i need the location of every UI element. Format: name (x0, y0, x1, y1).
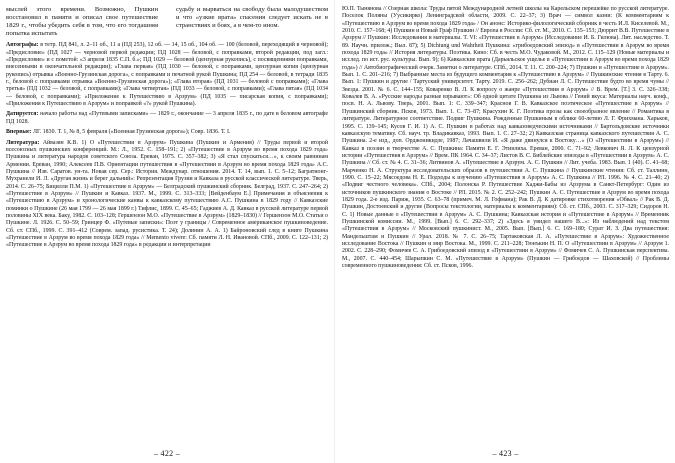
left-page (6, 6, 328, 458)
first-published-entry (6, 129, 328, 136)
autographs-term: Автографы: (6, 42, 39, 49)
page-number-left: – 422 – (153, 449, 181, 458)
dated-term: Датируется: (6, 111, 39, 118)
dated-text: начало работы над «Путевыми записками» — 1829 г., окончание — 3 апреля 1835 г., по дате в беловом автографе ПД 1028. (6, 111, 328, 125)
dated-entry (6, 111, 328, 126)
first-published-text: ЛГ. 1830. Т. 1, № 8, 5 февраля («Военная Грузинская дорога»); Совр. 1836. Т. I. (31, 129, 231, 136)
right-page (342, 6, 669, 458)
page-number-right: – 423 – (492, 449, 519, 458)
autographs-text: в тетр. ПД 841, л. 2–11 об., 11 а (ПД 253), 12 об. — 14, 15 об., 104 об. — 100 (беловой, переходящий в черновой); «Предисловие» (ПД 1027 — черновой первой редакции; ПД 1028 — беловой, с поправками, второй редакции, под загл.: «Предисловие» и с пометой: «3 апреля 1835 С.П. б.»; ПД 1029 — беловой (цензурная рукопись), с посвящениями поправками, внесенными в окончательной редакции); «Глава первая» (ПД 1030 — беловой, с поправками, цензурная копия (цензурная рукопись) отрывка «Военно-Грузинская дорога», с поправками и печатной рукой Пушкина; ПД 254 — беловой, в тетради 1835 г., беловой с поправками отрывка «Военно-Грузинская дорога»); «Глава вторая» (ПД 1031 — беловой с поправками); «Глава третья» (ПД 1032 — беловой, с поправками); «Глава четвертая» (ПД 1033 — беловой, с поправками); «Глава пятая» (ПД 1034 — беловой, с поправками); «Приложение к Путешествию в Арзрум» (ПД 1035 — писарская копия, с поправками); «Приложения к Путешествию в Арзрум» и поправкой «?» рукой Пушкина). (6, 42, 328, 108)
first-published-term: Впервые: (6, 129, 32, 136)
autographs-entry (6, 42, 328, 108)
top-column-left: мыслей этого времени. Возможно, Пушкин восстановил в памяти и описал свое путешествие 1829 г., чтобы убедить себя в том, что его тогдашняя попытка испытать (6, 6, 158, 38)
literature-entry (6, 140, 328, 250)
literature-term: Литература: (6, 139, 40, 146)
gutter (334, 0, 335, 463)
literature-text: Айвазян К.В. 1) О «Путешествии в Арзрум» Пушкина (Пушкин и Армения) // Труды первой и второй всесоюзных пушкинских конференций. М.: Л., 1952. С. 158–191; 2) «Путешествие в Арзрум во время похода 1829 года» Пушкина и литература народов советского Союза. Ереван, 1975. С. 357–382; 3) «Я стал спускаться…», к своим равнинам Армении. Ереван, 1990; Алексеев П.В. Ориентации путешествия в «Путешествии в Арзрум во время похода 1829 года» А.С. Пушкина // Изв. Саратов. ун-та. Новая сер. Сер.: История. Междунар. отношения. 2014. Т. 14, вып. 1. С. 5–12; Багратионг-Мухранели И. Л. «Другая жизнь и берег дальний»: Репрезентация Грузии и Кавказа в русской классической литературе. Тверь, 2014. С. 26–75; Бицилли П.М. 1) «Путешествие в Арзрум» — Белградский пушкинский сборник. Белград, 1937. С. 247–264; 2) «Путешествие в Арзрум» // Пушкин и Кавказ. 1937. М., 1999. С. 313–333; [Вейденбаум Е.] Примечания и объяснения к «Путешествию в Арзрум» и хронологические канвы к кавказскому путешествию А.С. Пушкина в 1829 году // Кавказские поминки о Пушкине (26 мая 1799 — 26 мая 1899 г.) Тифлис, 1899. С. 45–65; Гаджиев А. Д. Кавказ в русской литературе первой половины XIX века. Баку, 1982. С. 103–128; Гершензон М.О. «Путешествие в Арзрум» (1829–1830) // Гершензон М.О. Статьи о Пушкине. Л. 1926. С. 50–59; Гринцер Ф. «Путевые записки»: Поэт у границы / Современное американское пушкиноведение. Сб. ст. СПб., 1999. С. 391–412 (Соврем. запад. русистика. Т. 24); Долинин А. А. 1) Байроновский след в книге Пушкина «Путешествие в Арзрум во время похода 1829 года» // Memento vivere: Сб. памяти Л. Н. Ивановой. СПб., 2009. С. 122–131; 2) «Путешествие в Арзрум во время похода 1829 года» в редакции и интерпретации (6, 139, 328, 249)
top-column-right: судьбу и вырваться на свободу была малодушеством и что «узкие врата» спасения следует искать не в странствиях и боях, а в чем-то ином. (176, 6, 328, 30)
top-columns (6, 6, 328, 38)
literature-continuation: Ю.П. Тынянова // Озерная школа: Труды пятой Международной летней школы на Карельском перешейке по русской литературе. Поселок Поляны (Уусикирко) Ленинградской области, 2009. С. 22–37; 3) Врач — символ казни: (К комментариям к «Путешествию в Арзрум во время похода 1829 года» / Он анонс: Историко-филологический сборник в честь И.Л. Киселевой. М., 2010. С. 157–168; 4) Пушкин и Новый Граф Пушкин // Европа в России: Сб. ст. М., 2010. С. 135–153; Дюррит В.В. Путешествие в Арзрум // Пушкин: Исследования и материалы. Т. VI: «Путешествие в Арзрум» (Исследование И. Б. Гилюва). Лит. наследство. Т. 89. Научн. прилож.; Выл. 87); 5) Dichtung und Wahrheit Пушкина: «грибоедовский эпизод» в «Путешествии в Арзрум во время похода 1829 года» // История литературы. Поэтика. Кино: Сб. в честь М.О. Чудаковой. М., 2012. С. 115–129 (Новые материалы и исслед. по ист. рус. культуры. Вып. 9); 6) Кавказские врата (Дарьяльское ущелье в «Путешествии в Арзрум во время похода 1829 года») // Автобиографический очерк. Заметки о литературе. СПб., 2014. Т. 11. С. 200–224; 7) Пушкин и «Путешествие в Арзрум». Вып. 1. С. 201–216; 7) Выбранные места из будущего комментария к «Путешествию в Арзрум» // Пушкинские чтения в Тарту. 6. Вып. 1: Пушкин и другие / Тартуский университет. Тарту. 2019. С. 256–262; Дубиан Л. С. Путешествие будто во время чумы // Звезда. 2001. № 6. С. 144–155; Коваренко В. Л. К вопросу о жанре «Путешествия в Арзрум» // В. Врем. [Т.] 3. С. 326–338; Ковалев В. А. «Русские народы разные взрывают»: Об одной цитате Пушкина из Львова // Гений вкуса: Материалы науч. конф., посв. Н. А. Львову. Тверь, 2001. Вып. 1: С. 339–347; Краснов Г. В. Кавказское поэтическое «Путешествие в Арзрум» // Пушкинский сборник. Псков, 1973. Вып. 1. С. 73–87; Красухин К. Г. Поэтика прозы как своеобразное явление // Романтика в литературе. Литературное соответствие. Подвиг Пушкина. Рожденные Пушкиным в облике 60-летию Л. Г. Фрихмана. Харьков, 1995. С. 139–145; Кусов Г. И. 1) А. С. Пушкин в работах над кавказоведческими источниками // Бартольдовские источники кавказскую тематику. Сб. науч. тр. Владикавказ, 1993. Вып. 1. С. 27–32; 2) Кавказская страница кавказского путешествия А. С. Пушкина. 2-е изд., доп. Орджоникидзе, 1987; Лачашвили И. «Я даже двинулся к Востоку…» (О «Путешествии в Арзрум») // Кавказ в поэзии и творчестве А. С. Пушкина: Памяти Е. Г. Этинлиха. Ереван, 2000. С. 71–92; Левкович Я. Л. К цензурной истории «Путешествия в Арзрум» // Врем. ПК 1964. С. 34–37; Листов В. С. Библейские эпизоды в «Путешествии в Арзрум» А. С. Пушкина // Сб. ст. № 4. С. 31–36; Литвинов А. «Путешествие в Арзрум. А. С. Пушкин // Лит. учеба. 1983. Вып. 1 (40). С. 41–68; Марченко Н. А. Структура исследовательских образов в путешествии А. С. Пушкина // Пушкинские чтения: Сб. ст. Таллинн, 1990. С. 15–22; Мясоедова Н. Е. Подходы к изучению «Путешествия в Арзрум» А. С. Пушкина // РЛ. 1996. № 4. С. 21–40; 2) «Подвиг честного человека». СПб., 2004; Полонска Р. Путешествие Хаджи-Бабы из Арзрума в Санкт-Петербург: Один из источников пушкинского знания о Востоке // РЛ. 2015. № 2. С. 252–242; Пушкин А. С. Путешествие в Арзрум во время похода 1829 года. 2-е изд. Париж, 1935. С. 63–78 (примеч. М. Л. Гофмана); Рак В. Д. К датировке стихотворения «Обвал» // Рак В. Д. Пушкин, Достоевский и другие (Вопросы текстологии, материалы к комментариям): Сб. ст. СПб., 2003. С. 317–329; Сидоров Н. С. 1) Новые данные о «Путешествии в Арзрум» А. С. Пушкина; Кавказская история и «Путешествие в Арзрум» // Временник Пушкинской комиссии. М., 1999. [Вып.] 6. С. 292–337; 2) «Здесь я увидел нашего В...»: Из наблюдений над текстом «Путешествия в Арзрум» // Московский пушкинист. М., 2005. Вып. [Вып.] 6. С. 169–180; Сурат И. З. Два путешествия: Мандельштам и Пушкин // Урал. 2018. № 7. С. 26–75; Тартаковская Л. А. «Путешествие в Арзрум»: Художественное исследование Востока // Пушкин и мир Востока. М., 1999. С. 211–228; Тюнъкин Н. П. О «Путешествии в Арзрум» // Арзрум 1. 2002. С. 228–290; Фомичев С. А. Грибоедовский эпизод в «Путешествии в Арзрум» // Фомичев С. А. Пушкинская перспектива. М., 2007. С. 440–454; Шарыпкин С. М. «Путешествие в Арзрум» (Пушкин — Грибоедов — Шаховской) // Проблемы современного пушкиноведения: Сб. ст. Псков, 1996. (342, 6, 669, 270)
